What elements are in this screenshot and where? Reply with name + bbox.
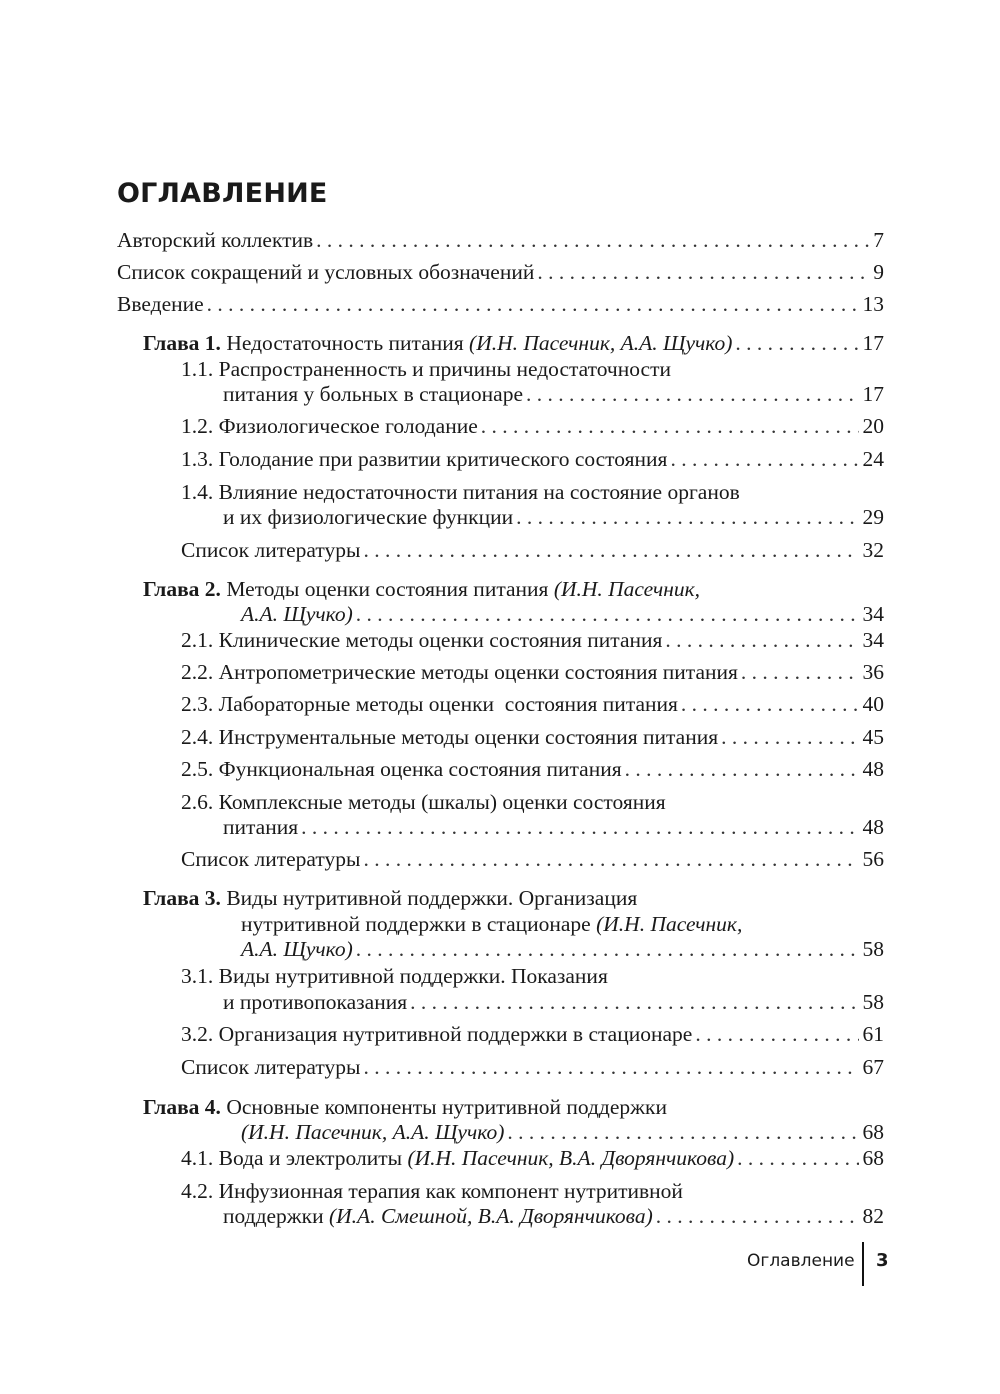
leader-dots xyxy=(356,601,859,627)
page-number: 58 xyxy=(862,990,884,1014)
page-number: 13 xyxy=(862,292,884,316)
toc-section-2-6-line1[interactable]: 2.6. Комплексные методы (шкалы) оценки состояния xyxy=(181,790,666,814)
toc-chapter-3-line2[interactable]: нутритивной поддержки в стационаре (И.Н. Пасечник, xyxy=(241,912,743,936)
page-title: ОГЛАВЛЕНИЕ xyxy=(117,178,328,209)
page-number: 32 xyxy=(862,538,884,562)
leader-dots xyxy=(735,330,858,356)
toc-section-1-1[interactable]: питания у больных в стационаре . . . 17 xyxy=(223,381,884,407)
leader-dots xyxy=(410,989,858,1015)
toc-chapter-2-line1[interactable]: Глава 2. Методы оценки состояния питания (И.Н. Пасечник, xyxy=(143,577,701,601)
toc-chapter-1[interactable]: Глава 1. Недостаточность питания (И.Н. Пасечник, А.А. Щучко) . . . 17 xyxy=(143,330,884,356)
page-number: 17 xyxy=(862,382,884,406)
page-number: 45 xyxy=(862,725,884,749)
leader-dots xyxy=(681,691,859,717)
leader-dots xyxy=(507,1119,858,1145)
page-number: 24 xyxy=(862,447,884,471)
page-number: 7 xyxy=(873,228,884,252)
toc-section-3-2[interactable]: 3.2. Организация нутритивной поддержки в стационаре . . . 61 xyxy=(181,1021,884,1047)
toc-section-4-2[interactable]: поддержки (И.А. Смешной, В.А. Дворянчикова) . . . 82 xyxy=(223,1203,884,1229)
leader-dots xyxy=(363,537,858,563)
page-number: 36 xyxy=(862,660,884,684)
folio-page-number: 3 xyxy=(876,1250,889,1271)
leader-dots xyxy=(656,1203,859,1229)
page-number: 67 xyxy=(862,1055,884,1079)
leader-dots xyxy=(625,756,859,782)
leader-dots xyxy=(356,936,859,962)
toc-references-2[interactable]: Список литературы . . . 56 xyxy=(181,846,884,872)
leader-dots xyxy=(665,627,858,653)
running-footer-label: Оглавление xyxy=(747,1251,855,1271)
page-number: 29 xyxy=(862,505,884,529)
toc-references-3[interactable]: Список литературы . . . 67 xyxy=(181,1054,884,1080)
toc-section-2-5[interactable]: 2.5. Функциональная оценка состояния питания . . . 48 xyxy=(181,756,884,782)
leader-dots xyxy=(481,413,859,439)
page-number: 68 xyxy=(862,1120,884,1144)
page-number: 40 xyxy=(862,692,884,716)
toc-section-4-2-line1[interactable]: 4.2. Инфузионная терапия как компонент нутритивной xyxy=(181,1179,683,1203)
toc-section-1-2[interactable]: 1.2. Физиологическое голодание . . . 20 xyxy=(181,413,884,439)
toc-entry-abbreviations[interactable]: Список сокращений и условных обозначений . . . 9 xyxy=(117,259,884,285)
page-number: 68 xyxy=(862,1146,884,1170)
page-number: 9 xyxy=(873,260,884,284)
toc-references-1[interactable]: Список литературы . . . 32 xyxy=(181,537,884,563)
page-number: 48 xyxy=(862,815,884,839)
toc-section-2-4[interactable]: 2.4. Инструментальные методы оценки состояния питания . . . 45 xyxy=(181,724,884,750)
toc-entry-authors[interactable]: Авторский коллектив . . . 7 xyxy=(117,227,884,253)
toc-section-1-3[interactable]: 1.3. Голодание при развитии критического состояния . . . 24 xyxy=(181,446,884,472)
toc-section-2-1[interactable]: 2.1. Клинические методы оценки состояния питания . . . 34 xyxy=(181,627,884,653)
toc-chapter-4[interactable]: (И.Н. Пасечник, А.А. Щучко) . . . 68 xyxy=(241,1119,884,1145)
leader-dots xyxy=(526,381,858,407)
page-number: 34 xyxy=(862,602,884,626)
page-number: 58 xyxy=(862,937,884,961)
leader-dots xyxy=(741,659,859,685)
page-number: 61 xyxy=(862,1022,884,1046)
toc-section-2-3[interactable]: 2.3. Лабораторные методы оценки состояния питания . . . 40 xyxy=(181,691,884,717)
page-number: 56 xyxy=(862,847,884,871)
toc-section-2-2[interactable]: 2.2. Антропометрические методы оценки состояния питания . . . 36 xyxy=(181,659,884,685)
page-number: 82 xyxy=(862,1204,884,1228)
page-number: 48 xyxy=(862,757,884,781)
leader-dots xyxy=(363,1054,858,1080)
toc-chapter-3[interactable]: А.А. Щучко) . . . 58 xyxy=(241,936,884,962)
leader-dots xyxy=(537,259,869,285)
leader-dots xyxy=(301,814,858,840)
toc-section-4-1[interactable]: 4.1. Вода и электролиты (И.Н. Пасечник, В.А. Дворянчикова) . . . 68 xyxy=(181,1145,884,1171)
toc-section-1-1-line1[interactable]: 1.1. Распространенность и причины недостаточности xyxy=(181,357,671,381)
toc-section-1-4-line1[interactable]: 1.4. Влияние недостаточности питания на состояние органов xyxy=(181,480,740,504)
toc-section-3-1-line1[interactable]: 3.1. Виды нутритивной поддержки. Показания xyxy=(181,964,608,988)
page-number: 34 xyxy=(862,628,884,652)
leader-dots xyxy=(207,291,859,317)
toc-section-3-1[interactable]: и противопоказания . . . 58 xyxy=(223,989,884,1015)
toc-section-1-4[interactable]: и их физиологические функции . . . 29 xyxy=(223,504,884,530)
leader-dots xyxy=(316,227,869,253)
toc-chapter-3-line1[interactable]: Глава 3. Виды нутритивной поддержки. Организация xyxy=(143,886,638,910)
leader-dots xyxy=(516,504,858,530)
toc-section-2-6[interactable]: питания . . . 48 xyxy=(223,814,884,840)
leader-dots xyxy=(737,1145,858,1171)
toc-chapter-2[interactable]: А.А. Щучко) . . . 34 xyxy=(241,601,884,627)
leader-dots xyxy=(721,724,858,750)
leader-dots xyxy=(695,1021,858,1047)
toc-chapter-4-line1[interactable]: Глава 4. Основные компоненты нутритивной поддержки xyxy=(143,1095,667,1119)
leader-dots xyxy=(363,846,858,872)
page-number: 17 xyxy=(862,331,884,355)
leader-dots xyxy=(670,446,858,472)
toc-entry-introduction[interactable]: Введение . . . 13 xyxy=(117,291,884,317)
footer-divider xyxy=(862,1242,864,1286)
page-number: 20 xyxy=(862,414,884,438)
